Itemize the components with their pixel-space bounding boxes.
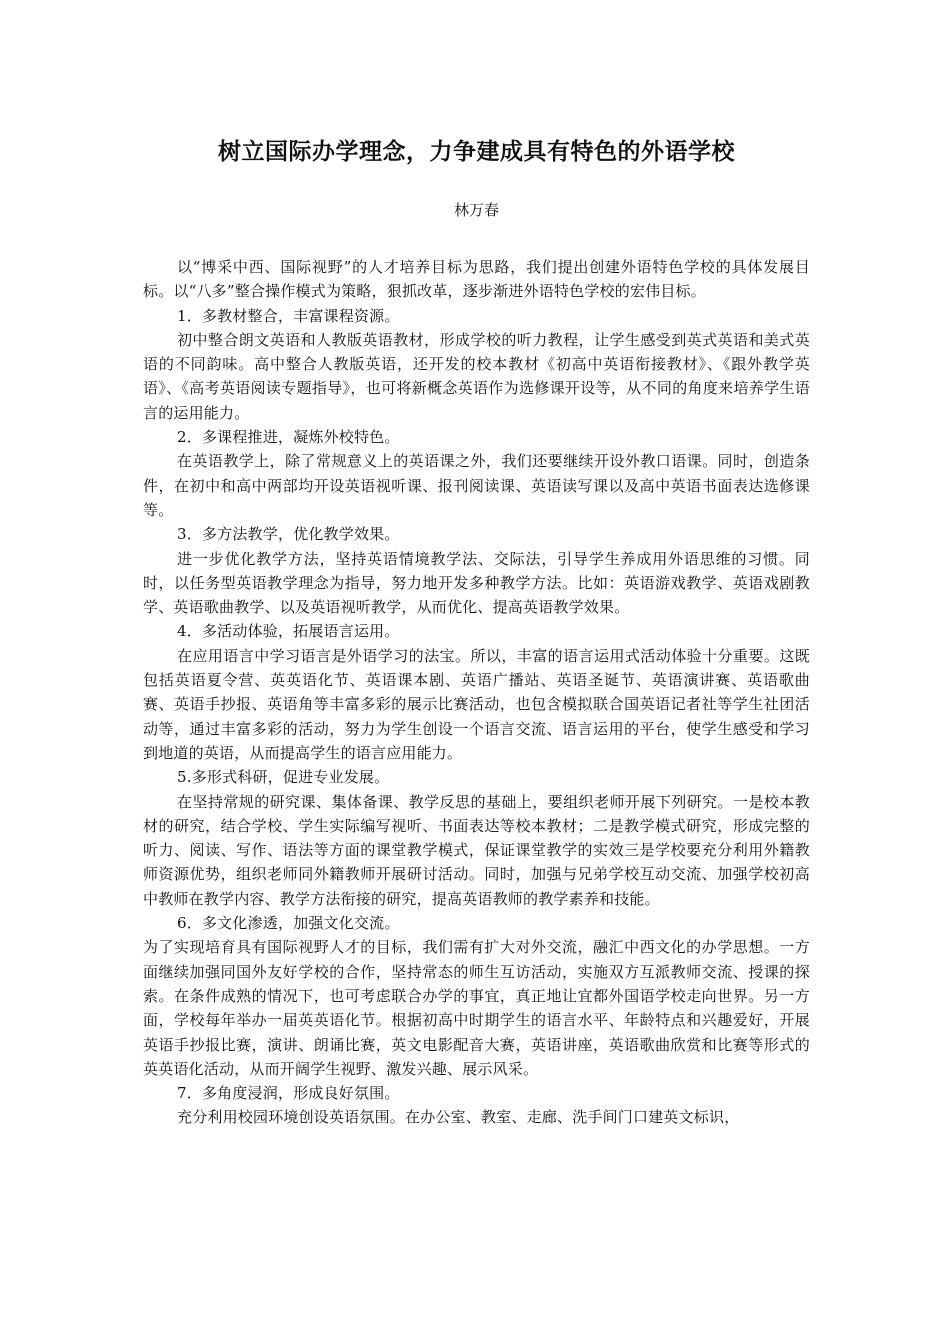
section-heading-6: 6．多文化渗透，加强文化交流。 — [177, 914, 400, 933]
section-heading-5: 5.多形式科研，促进专业发展。 — [177, 768, 390, 787]
document-author: 林万春 — [453, 201, 499, 219]
section-paragraph-3: 进一步优化教学方法，坚持英语情境教学法、交际法，引导学生养成用外语思维的习惯。同时，以任务型英语教学理念为指导，努力地开发多种教学方法。比如：英语游戏教学、英语戏剧教学、英语歌曲教学、以及英语视听教学，从而优化、提高英语教学效果。 — [143, 549, 810, 617]
section-heading-1: 1．多教材整合，丰富课程资源。 — [177, 306, 400, 325]
section-paragraph-2: 在英语教学上，除了常规意义上的英语课之外，我们还要继续开设外教口语课。同时，创造条件，在初中和高中两部均开设英语视听课、报刊阅读课、英语读写课以及高中英语书面表达选修课等。 — [143, 452, 810, 519]
section-paragraph-5: 在坚持常规的研究课、集体备课、教学反思的基础上，要组织老师开展下列研究。一是校本教材的研究，结合学校、学生实际编写视听、书面表达等校本教材；二是教学模式研究，形成完整的听力、阅读、写作、语法等方面的课堂教学模式，保证课堂教学的实效三是学校要充分利用外籍教师资源优势，组织老师同外籍教师开展研讨活动。同时，加强与兄弟学校互动交流、加强学校初高中教师在教学内容、教学方法衔接的研究，提高英语教师的教学素养和技能。 — [143, 792, 810, 908]
section-heading-4: 4．多活动体验，拓展语言运用。 — [177, 622, 400, 641]
document-title: 树立国际办学理念，力争建成具有特色的外语学校 — [218, 139, 735, 165]
section-paragraph-7: 充分利用校园环境创设英语氛围。在办公室、教室、走廊、洗手间门口建英文标识， — [177, 1108, 740, 1127]
section-heading-7: 7．多角度浸润，形成良好氛围。 — [177, 1084, 400, 1103]
section-heading-3: 3．多方法教学，优化教学效果。 — [177, 525, 400, 544]
section-paragraph-6: 为了实现培育具有国际视野人才的目标，我们需有扩大对外交流，融汇中西文化的办学思想。一方面继续加强同国外友好学校的合作，坚持常态的师生互访活动，实施双方互派教师交流、授课的探索。在条件成熟的情况下，也可考虑联合办学的事宜，真正地让宜都外国语学校走向世界。另一方面，学校每年举办一届英英语化节。根据初高中时期学生的语言水平、年龄特点和兴趣爱好，开展英语手抄报比赛，演讲、朗诵比赛，英文电影配音大赛，英语讲座，英语歌曲欣赏和比赛等形式的英英语化活动，从而开阔学生视野、激发兴趣、展示风采。 — [143, 938, 810, 1078]
section-paragraph-1: 初中整合朗文英语和人教版英语教材，形成学校的听力教程，让学生感受到英式英语和美式英语的不同韵味。高中整合人教版英语，还开发的校本教材《初高中英语衔接教材》、《跟外教学英语》、《高考英语阅读专题指导》，也可将新概念英语作为选修课开设等，从不同的角度来培养学生语言的运用能力。 — [143, 330, 810, 422]
document-body — [143, 255, 810, 1130]
section-paragraph-4: 在应用语言中学习语言是外语学习的法宝。所以，丰富的语言运用式活动体验十分重要。这既包括英语夏令营、英英语化节、英语课本剧、英语广播站、英语圣诞节、英语演讲赛、英语歌曲赛、英语手抄报、英语角等丰富多彩的展示比赛活动，也包含模拟联合国英语记者社等学生社团活动等，通过丰富多彩的活动，努力为学生创设一个语言交流、语言运用的平台，使学生感受和学习到地道的英语，从而提高学生的语言应用能力。 — [143, 646, 810, 762]
intro-paragraph: 以“博采中西、国际视野”的人才培养目标为思路，我们提出创建外语特色学校的具体发展目标。以“八多”整合操作模式为策略，狠抓改革，逐步渐进外语特色学校的宏伟目标。 — [143, 258, 810, 301]
section-heading-2: 2．多课程推进，凝炼外校特色。 — [177, 428, 400, 447]
